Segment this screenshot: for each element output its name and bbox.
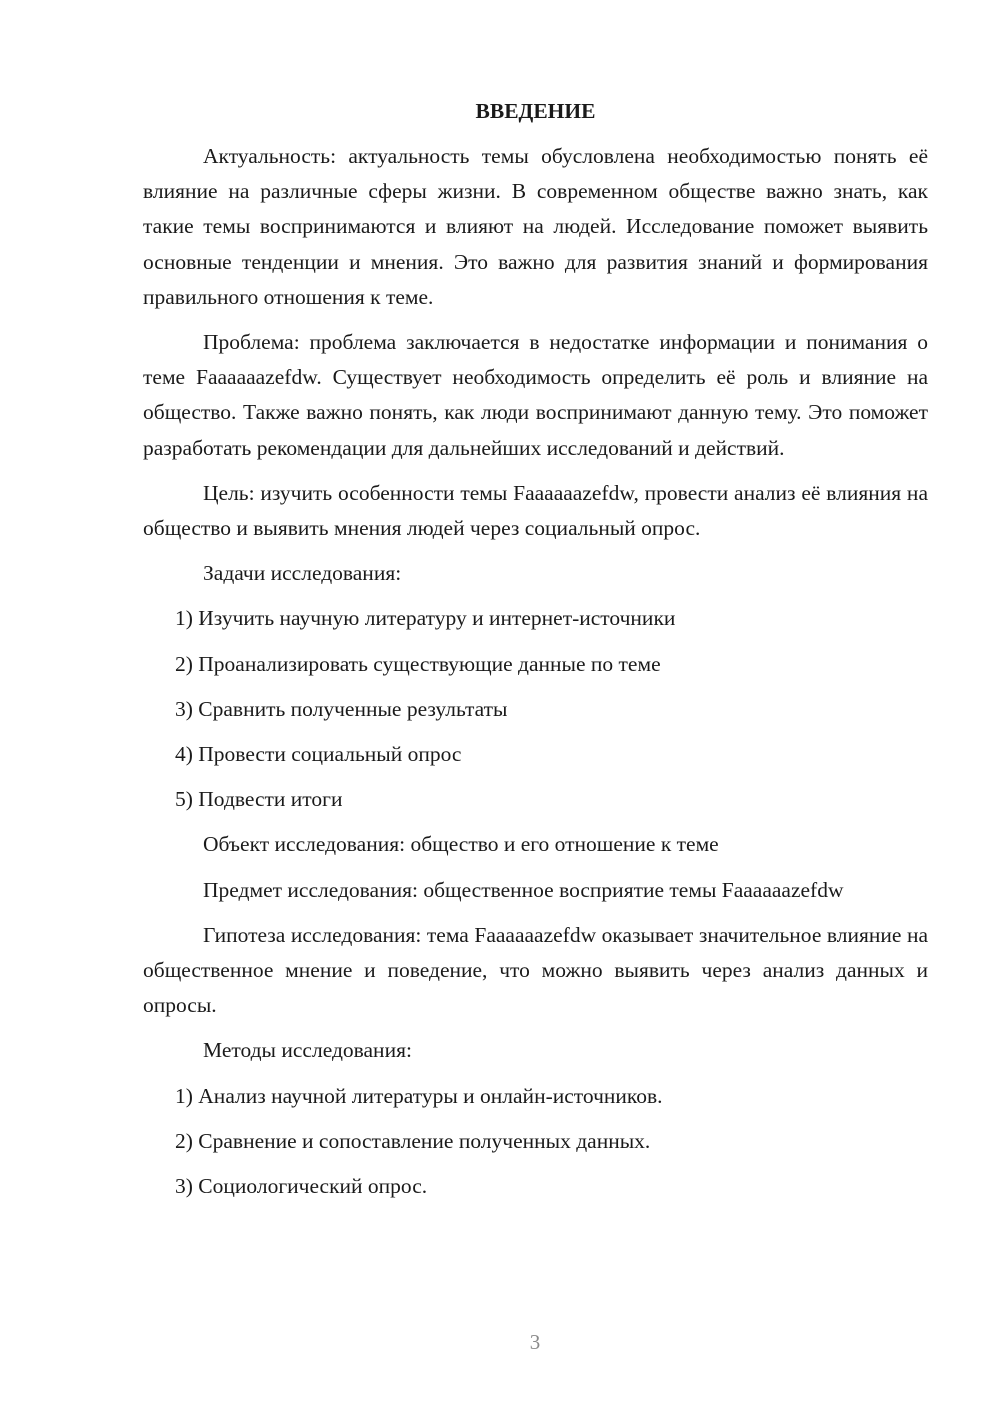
list-item: 5) Подвести итоги <box>175 787 343 812</box>
object-paragraph: Объект исследования: общество и его отношение к теме <box>203 832 719 857</box>
subject-paragraph: Предмет исследования: общественное восприятие темы Faaaaaazefdw <box>203 877 844 902</box>
list-item: 1) Изучить научную литературу и интернет-источники <box>175 606 676 631</box>
methods-heading: Методы исследования: <box>203 1038 412 1063</box>
document-body <box>143 94 928 1214</box>
section-title: ВВЕДЕНИЕ <box>475 99 596 123</box>
list-item: 2) Сравнение и сопоставление полученных данных. <box>175 1128 651 1153</box>
tasks-list <box>143 601 928 817</box>
page-number: 3 <box>529 1330 541 1354</box>
list-item: 3) Сравнить полученные результаты <box>175 696 508 721</box>
problem-paragraph: Проблема: проблема заключается в недостатке информации и понимания о теме Faaaaaazefdw. Существует необходимость определить её роль и влияние на общество. Также важно понять, как люди воспринимают данную тему. Это поможет разработать рекомендации для дальнейших исследований и действий. <box>143 330 928 460</box>
list-item: 4) Провести социальный опрос <box>175 742 462 767</box>
list-item: 2) Проанализировать существующие данные по теме <box>175 651 661 676</box>
hypothesis-paragraph: Гипотеза исследования: тема Faaaaaazefdw оказывает значительное влияние на общественное мнение и поведение, что можно выявить через анализ данных и опросы. <box>143 922 928 1018</box>
list-item: 1) Анализ научной литературы и онлайн-источников. <box>175 1083 663 1108</box>
relevance-paragraph: Актуальность: актуальность темы обусловлена необходимостью понять её влияние на различные сферы жизни. В современном обществе важно знать, как такие темы воспринимаются и влияют на людей. Исследование поможет выявить основные тенденции и мнения. Это важно для развития знаний и формирования правильного отношения к теме. <box>143 144 928 309</box>
tasks-heading: Задачи исследования: <box>203 561 402 586</box>
methods-list <box>143 1079 928 1205</box>
list-item: 3) Социологический опрос. <box>175 1174 428 1199</box>
goal-paragraph: Цель: изучить особенности темы Faaaaaazefdw, провести анализ её влияния на общество и выявить мнения людей через социальный опрос. <box>143 480 928 541</box>
